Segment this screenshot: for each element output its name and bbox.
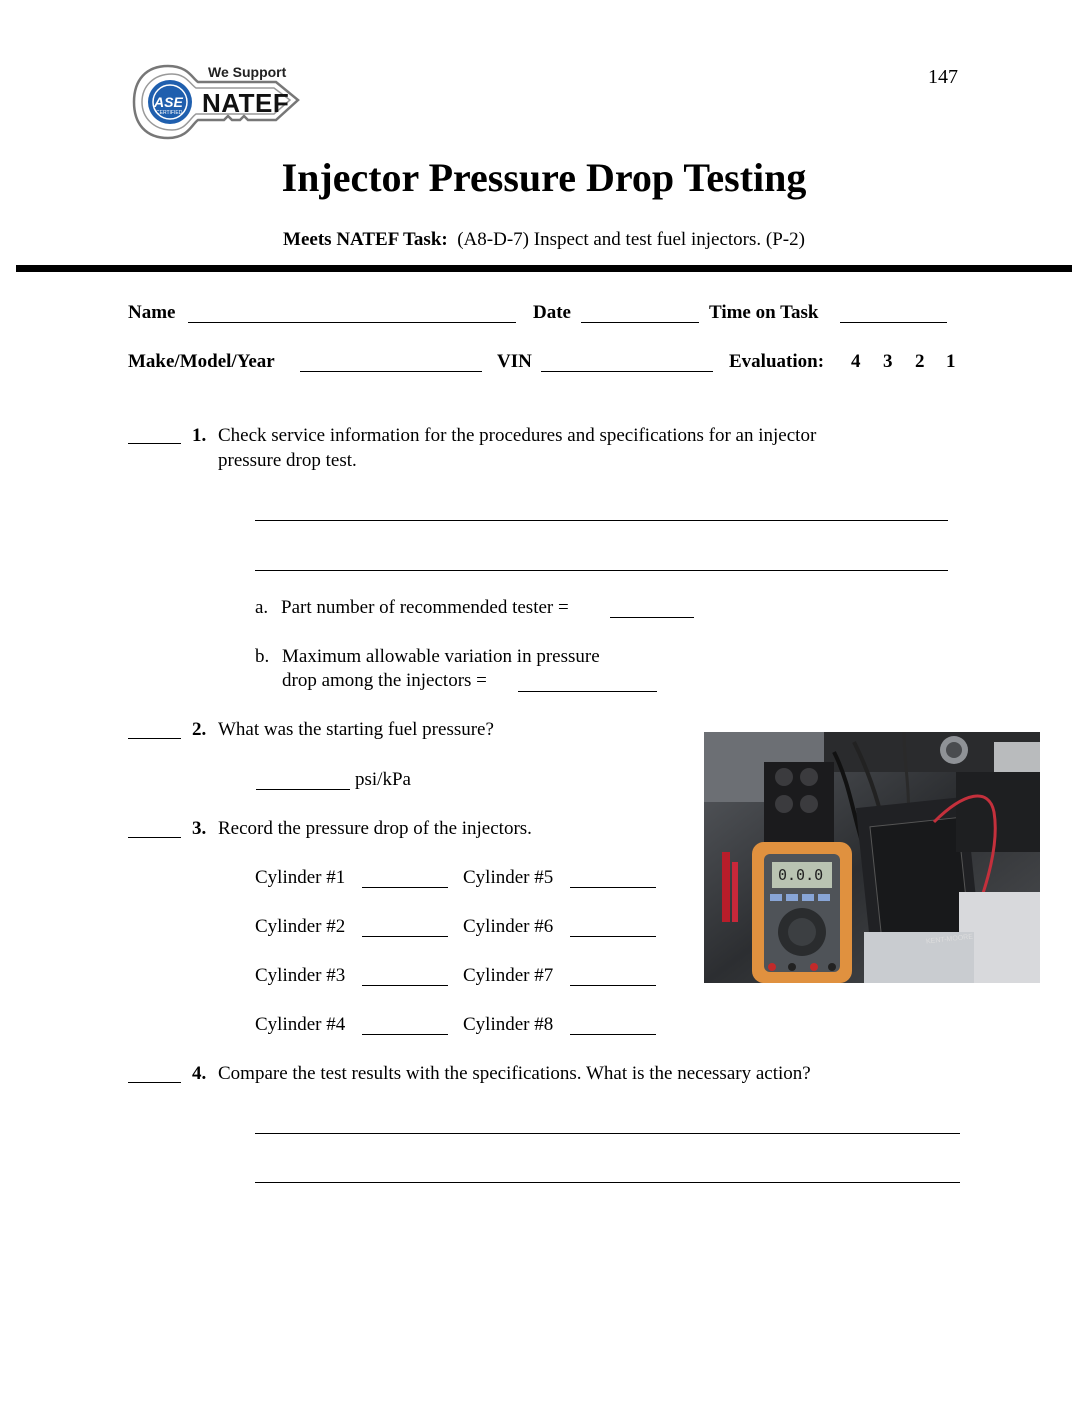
time-on-task-label: Time on Task: [709, 302, 819, 323]
cylinder-8-label: Cylinder #8: [463, 1014, 554, 1035]
evaluation-score-1[interactable]: 1: [946, 351, 956, 372]
cylinder-4-label: Cylinder #4: [255, 1014, 346, 1035]
task1-answer-line1[interactable]: [255, 520, 948, 521]
logo-tagline: We Support: [208, 64, 287, 80]
engine-bay-photo-icon: [704, 732, 1040, 983]
meter-reading: 0.0.0: [778, 866, 824, 884]
task3-check-blank[interactable]: [128, 837, 181, 838]
cylinder-3-blank[interactable]: [362, 985, 448, 986]
task4-answer-line2[interactable]: [255, 1182, 960, 1183]
task4-number: 4.: [192, 1063, 207, 1084]
cylinder-1-blank[interactable]: [362, 887, 448, 888]
cylinder-6-blank[interactable]: [570, 936, 656, 937]
task1-answer-line2[interactable]: [255, 570, 948, 571]
time-on-task-field[interactable]: [840, 322, 947, 323]
make-model-year-label: Make/Model/Year: [128, 351, 275, 372]
task1b-text-line2: drop among the injectors =: [282, 670, 487, 691]
date-label: Date: [533, 302, 571, 323]
vin-field[interactable]: [541, 371, 713, 372]
injector-tester-photo: [704, 732, 1040, 983]
evaluation-score-3[interactable]: 3: [883, 351, 893, 372]
task4-answer-line1[interactable]: [255, 1133, 960, 1134]
evaluation-score-4[interactable]: 4: [851, 351, 861, 372]
task3-text: Record the pressure drop of the injectors.: [218, 818, 532, 839]
task4-text: Compare the test results with the specifications. What is the necessary action?: [218, 1063, 811, 1084]
task1b-answer-blank[interactable]: [518, 691, 657, 692]
task2-text: What was the starting fuel pressure?: [218, 719, 494, 740]
task1-text-line1: Check service information for the procedures and specifications for an injector: [218, 425, 817, 446]
tester-brand: KENT-MOORE: [925, 933, 974, 946]
subtitle: [0, 229, 1088, 251]
cylinder-5-label: Cylinder #5: [463, 867, 554, 888]
header-divider: [16, 265, 1072, 272]
task1a-text: Part number of recommended tester =: [281, 597, 569, 618]
task4-check-blank[interactable]: [128, 1082, 181, 1083]
logo-ase-sub: CERTIFIED: [156, 110, 183, 116]
cylinder-1-label: Cylinder #1: [255, 867, 346, 888]
cylinder-2-blank[interactable]: [362, 936, 448, 937]
logo-name: NATEF: [202, 88, 290, 118]
task2-number: 2.: [192, 719, 207, 740]
date-field[interactable]: [581, 322, 699, 323]
task1a-letter: a.: [255, 597, 269, 618]
cylinder-8-blank[interactable]: [570, 1034, 656, 1035]
cylinder-7-blank[interactable]: [570, 985, 656, 986]
cylinder-7-label: Cylinder #7: [463, 965, 554, 986]
page-title: Injector Pressure Drop Testing: [281, 155, 807, 200]
evaluation-label: Evaluation:: [729, 351, 825, 372]
task1-text-line2: pressure drop test.: [218, 450, 357, 471]
cylinder-2-label: Cylinder #2: [255, 916, 346, 937]
subtitle-text: (A8-D-7) Inspect and test fuel injectors. (P-2): [457, 229, 805, 250]
task2-unit: psi/kPa: [355, 769, 411, 790]
task3-number: 3.: [192, 818, 207, 839]
vin-label: VIN: [497, 351, 532, 372]
cylinder-5-blank[interactable]: [570, 887, 656, 888]
cylinder-3-label: Cylinder #3: [255, 965, 346, 986]
task2-check-blank[interactable]: [128, 738, 181, 739]
cylinder-4-blank[interactable]: [362, 1034, 448, 1035]
name-field[interactable]: [188, 322, 516, 323]
make-model-year-field[interactable]: [300, 371, 482, 372]
cylinder-6-label: Cylinder #6: [463, 916, 554, 937]
subtitle-label: Meets NATEF Task:: [283, 229, 448, 250]
task1b-letter: b.: [255, 646, 270, 667]
task1-check-blank[interactable]: [128, 443, 181, 444]
task1b-text-line1: Maximum allowable variation in pressure: [282, 646, 600, 667]
evaluation-score-2[interactable]: 2: [915, 351, 925, 372]
page-number: 147: [928, 66, 958, 88]
logo-ase-text: ASE: [154, 94, 183, 110]
natef-logo: [128, 58, 308, 150]
task2-answer-blank[interactable]: [256, 789, 350, 790]
task1a-answer-blank[interactable]: [610, 617, 694, 618]
name-label: Name: [128, 302, 176, 323]
task1-number: 1.: [192, 425, 207, 446]
